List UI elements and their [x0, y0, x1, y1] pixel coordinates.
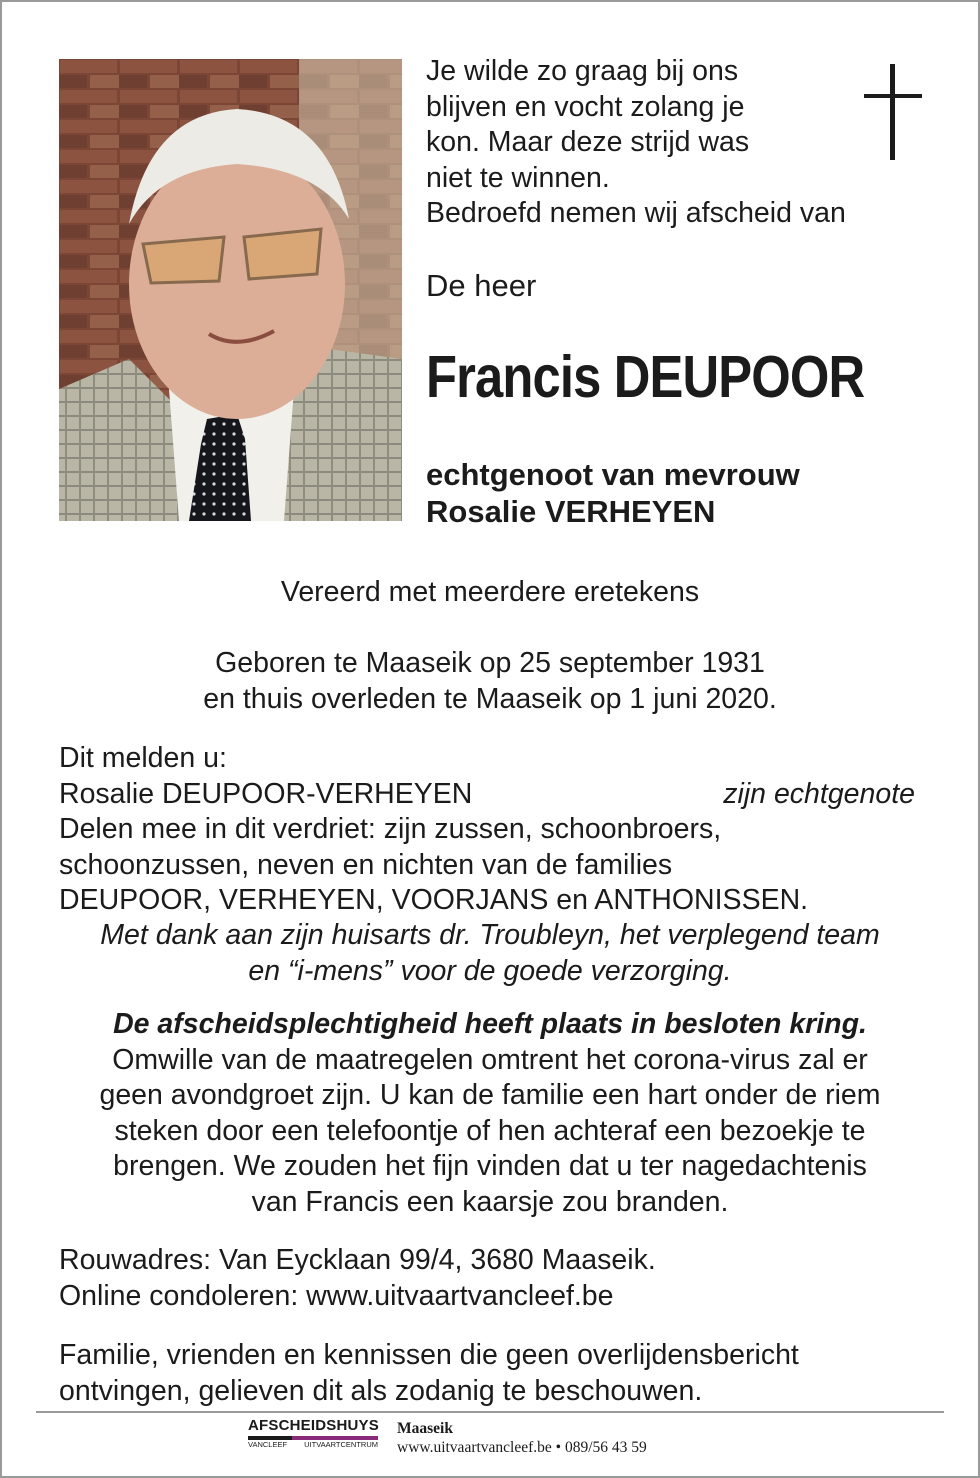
ceremony-line: steken door een telefoontje of hen achteraf een bezoekje te [114, 1114, 866, 1147]
spouse-announcer-role: zijn echtgenote [723, 777, 915, 810]
spouse-announcer-row [59, 777, 919, 813]
funeral-home-logo [248, 1418, 378, 1458]
logo-right-text: UITVAARTCENTRUM [304, 1440, 378, 1449]
poem-line: blijven en vocht zolang je [426, 90, 745, 123]
ceremony-headline: De afscheidsplechtigheid heeft plaats in besloten kring. [113, 1008, 867, 1040]
logo-subtitle [248, 1440, 378, 1450]
cross-icon [864, 64, 922, 160]
poem-text [426, 54, 896, 232]
announcers-intro: Dit melden u: [59, 742, 227, 774]
ceremony-block [40, 1007, 940, 1220]
thanks-line: en “i-mens” voor de goede verzorging. [248, 954, 732, 987]
footer-contact [397, 1419, 647, 1457]
poem-line: kon. Maar deze strijd was [426, 126, 750, 158]
birth-death-block [40, 646, 940, 717]
closing-line: Familie, vrienden en kennissen die geen overlijdensbericht [59, 1339, 799, 1371]
online-condolence-link[interactable]: Online condoleren: www.uitvaartvancleef.be [59, 1279, 614, 1312]
spouse-block [426, 456, 800, 530]
footer-contact-line[interactable]: www.uitvaartvancleef.be • 089/56 43 59 [397, 1439, 647, 1456]
thanks-block [40, 918, 940, 989]
spouse-line: echtgenoot van mevrouw [426, 457, 800, 492]
footer-divider [36, 1411, 944, 1413]
closing-block [59, 1338, 919, 1409]
ceremony-line: brengen. We zouden het fijn vinden dat u ter nagedachtenis [113, 1150, 867, 1182]
ceremony-line: geen avondgroet zijn. U kan de familie een hart onder de riem [99, 1079, 881, 1111]
logo-title: AFSCHEIDSHUYS [248, 1417, 379, 1434]
portrait-photo [59, 59, 402, 521]
family-line: Delen mee in dit verdriet: zijn zussen, schoonbroers, [59, 813, 722, 845]
spouse-announcer-name: Rosalie DEUPOOR-VERHEYEN [59, 777, 473, 810]
thanks-line: Met dank aan zijn huisarts dr. Troubleyn, het verplegend team [100, 919, 880, 951]
closing-line: ontvingen, gelieven dit als zodanig te beschouwen. [59, 1374, 703, 1407]
ceremony-line: van Francis een kaarsje zou branden. [251, 1185, 729, 1218]
poem-line: Je wilde zo graag bij ons [426, 55, 739, 87]
honorific-title: De heer [426, 268, 537, 303]
contact-block [59, 1243, 919, 1314]
poem-line: niet te winnen. [426, 161, 610, 194]
family-line: schoonzussen, neven en nichten van de families [59, 848, 673, 881]
poem-line: Bedroefd nemen wij afscheid van [426, 197, 846, 229]
ceremony-line: Omwille van de maatregelen omtrent het corona-virus zal er [112, 1043, 868, 1076]
deceased-name: Francis DEUPOOR [426, 344, 865, 410]
mourning-address: Rouwadres: Van Eycklaan 99/4, 3680 Maaseik. [59, 1244, 656, 1276]
spouse-line: Rosalie VERHEYEN [426, 494, 716, 529]
announcers-block [59, 741, 919, 919]
footer-place: Maaseik [397, 1420, 453, 1437]
logo-left-text: VANCLEEF [248, 1440, 288, 1449]
death-line: en thuis overleden te Maaseik op 1 juni 2020. [203, 682, 777, 715]
family-line: DEUPOOR, VERHEYEN, VOORJANS en ANTHONISSEN. [59, 884, 809, 916]
honors-text: Vereerd met meerdere eretekens [280, 576, 700, 608]
birth-line: Geboren te Maaseik op 25 september 1931 [215, 647, 765, 679]
